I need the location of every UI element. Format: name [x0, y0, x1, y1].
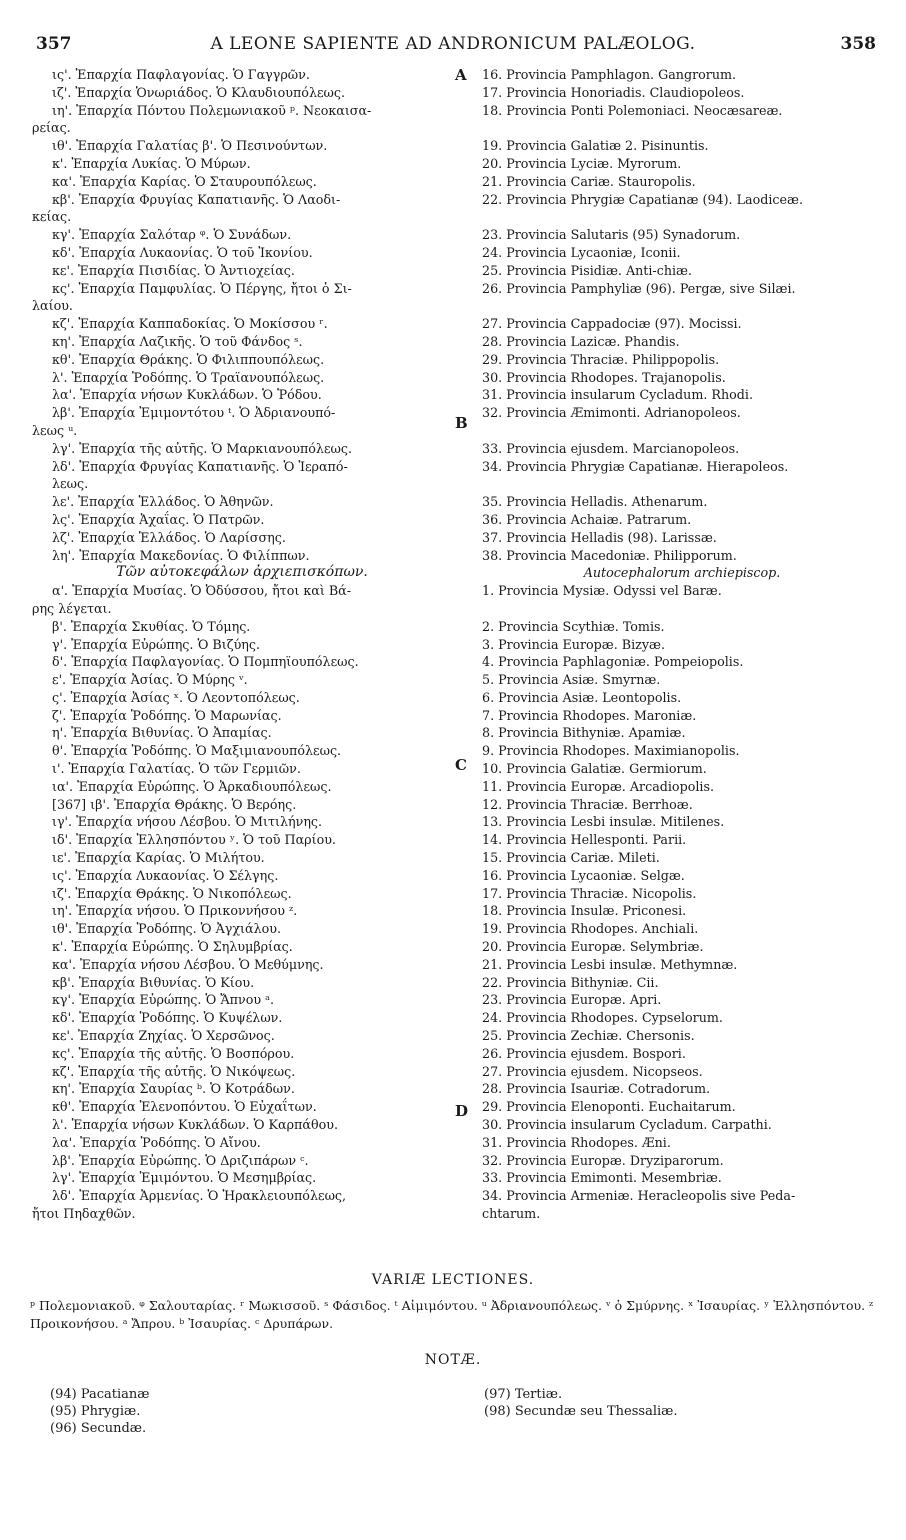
greek-line: κα'. Ἐπαρχία νήσου Λέσβου. Ὁ Μεθύμνης. [52, 956, 324, 972]
latin-line: 20. Provincia Lyciæ. Myrorum. [482, 155, 682, 171]
latin-line: 31. Provincia Rhodopes. Æni. [482, 1134, 671, 1150]
greek-line: ιθ'. Ἐπαρχία Ῥοδόπης. Ὁ Ἀγχιάλου. [52, 921, 282, 937]
latin-line [482, 297, 882, 315]
greek-line: ρείας. [32, 120, 71, 136]
latin-line: 30. Provincia insularum Cycladum. Carpathi. [482, 1117, 772, 1133]
note-item: (97) Tertiæ. [484, 1387, 563, 1402]
latin-line: 20. Provincia Europæ. Selymbriæ. [482, 939, 704, 955]
latin-line: 5. Provincia Asiæ. Smyrnæ. [482, 672, 661, 688]
latin-line: 33. Provincia Emimonti. Mesembriæ. [482, 1170, 722, 1186]
latin-line: 26. Provincia ejusdem. Bospori. [482, 1045, 686, 1061]
latin-line: 18. Provincia Insulæ. Priconesi. [482, 903, 687, 919]
page-number-left: 357 [36, 34, 72, 54]
page-number-right: 358 [840, 34, 876, 54]
latin-line: 27. Provincia ejusdem. Nicopseos. [482, 1063, 703, 1079]
greek-line: ις'. Ἐπαρχία Παφλαγονίας. Ὁ Γαγγρῶν. [52, 67, 310, 82]
greek-line: ιδ'. Ἐπαρχία Ἑλλησπόντου ʸ. Ὁ τοῦ Παρίου. [52, 832, 336, 848]
variae-lectiones: ᵖ Πολεμονιακοῦ. ᵠ Σαλουταρίας. ʳ Μωκισσοῦ. ˢ Φάσιδος. ᵗ Αἰμιμόντου. ᵘ Ἀδριανουπόλεως. ᵛ ὁ Σμύρνης. ˣ Ἰσαυρίας. ʸ Ἑλλησπόντου. ᶻ Προικονήσου. ᵃ Ἄπρου. ᵇ Ἰσαυρίας. ᶜ Δρυπάρων. [30, 1298, 874, 1331]
margin-marker-c: C [455, 756, 467, 774]
latin-line: 34. Provincia Phrygiæ Capatianæ. Hierapoleos. [482, 458, 789, 474]
greek-line: ἤτοι Πηδαχθῶν. [32, 1206, 136, 1221]
latin-line: 24. Provincia Rhodopes. Cypselorum. [482, 1010, 723, 1026]
latin-line [482, 422, 882, 440]
greek-line: κζ'. Ἐπαρχία Καππαδοκίας. Ὁ Μοκίσσου ʳ. [52, 316, 328, 332]
note-item: (95) Phrygiæ. [50, 1404, 141, 1419]
greek-line: λε'. Ἐπαρχία Ἑλλάδος. Ὁ Ἀθηνῶν. [52, 494, 274, 510]
greek-line: κ'. Ἐπαρχία Εὐρώπης. Ὁ Σηλυμβρίας. [52, 939, 293, 955]
greek-section-heading: Τῶν αὐτοκεφάλων ἀρχιεπισκόπων. [116, 564, 368, 581]
latin-line: 13. Provincia Lesbi insulæ. Mitilenes. [482, 814, 725, 830]
latin-line: 2. Provincia Scythiæ. Tomis. [482, 618, 665, 634]
latin-line: 15. Provincia Cariæ. Mileti. [482, 850, 660, 866]
greek-line: κε'. Ἐπαρχία Πισιδίας. Ὁ Ἀντιοχείας. [52, 262, 295, 278]
notes-left [50, 1386, 430, 1437]
latin-line [482, 119, 882, 137]
greek-line: ιζ'. Ἐπαρχία Ὁνωριάδος. Ὁ Κλαυδιουπόλεως. [52, 84, 346, 100]
greek-line: κη'. Ἐπαρχία Σαυρίας ᵇ. Ὁ Κοτράδων. [52, 1081, 295, 1097]
latin-line [482, 208, 882, 226]
greek-line: ιζ'. Ἐπαρχία Θράκης. Ὁ Νικοπόλεως. [52, 885, 292, 901]
latin-line: 25. Provincia Zechiæ. Chersonis. [482, 1028, 695, 1044]
greek-line: ς'. Ἐπαρχία Ἀσίας ˣ. Ὁ Λεοντοπόλεως. [52, 689, 300, 705]
latin-line: 10. Provincia Galatiæ. Germiorum. [482, 761, 707, 777]
latin-line: 8. Provincia Bithyniæ. Apamiæ. [482, 725, 686, 741]
greek-line: λβ'. Ἐπαρχία Ἐμιμοντότου ᵗ. Ὁ Ἀδριανουπό- [52, 405, 336, 421]
latin-line [482, 475, 882, 493]
greek-line: λα'. Ἐπαρχία Ῥοδόπης. Ὁ Αἴνου. [52, 1134, 261, 1150]
greek-line: κθ'. Ἐπαρχία Ἐλενοπόντου. Ὁ Εὐχαΐτων. [52, 1099, 317, 1115]
greek-line: κ'. Ἐπαρχία Λυκίας. Ὁ Μύρων. [52, 155, 251, 171]
note-item: (94) Pacatianæ [50, 1387, 150, 1402]
notae-heading: NOTÆ. [424, 1352, 482, 1368]
greek-line: ζ'. Ἐπαρχία Ῥοδόπης. Ὁ Μαρωνίας. [52, 707, 282, 723]
latin-line: 17. Provincia Thraciæ. Nicopolis. [482, 885, 697, 901]
greek-line: κγ'. Ἐπαρχία Εὐρώπης. Ὁ Ἄπνου ᵃ. [52, 992, 275, 1008]
greek-line: λεως ᵘ. [32, 422, 78, 438]
latin-line: 28. Provincia Lazicæ. Phandis. [482, 333, 680, 349]
latin-line: 27. Provincia Cappadociæ (97). Mocissi. [482, 316, 742, 332]
greek-line: ε'. Ἐπαρχία Ἀσίας. Ὁ Μύρης ᵛ. [52, 672, 248, 688]
margin-marker-a: A [455, 66, 467, 84]
greek-line: δ'. Ἐπαρχία Παφλαγονίας. Ὁ Πομπηϊουπόλεως. [52, 654, 359, 670]
greek-line: α'. Ἐπαρχία Μυσίας. Ὁ Ὀδύσσου, ἤτοι καὶ Βά- [52, 583, 352, 599]
greek-line: λβ'. Ἐπαρχία Εὐρώπης. Ὁ Δριζιπάρων ᶜ. [52, 1152, 309, 1168]
latin-line: 23. Provincia Salutaris (95) Synadorum. [482, 227, 741, 243]
greek-line: λδ'. Ἐπαρχία Ἀρμενίας. Ὁ Ἡρακλειουπόλεως, [52, 1188, 347, 1204]
greek-line: κη'. Ἐπαρχία Λαζικῆς. Ὁ τοῦ Φάνδος ˢ. [52, 333, 303, 349]
latin-line: 33. Provincia ejusdem. Marcianopoleos. [482, 440, 740, 456]
greek-line: λγ'. Ἐπαρχία Ἐμιμόντου. Ὁ Μεσημβρίας. [52, 1170, 317, 1186]
latin-line: 28. Provincia Isauriæ. Cotradorum. [482, 1081, 711, 1097]
greek-line: κε'. Ἐπαρχία Ζηχίας. Ὁ Χερσῶνος. [52, 1028, 275, 1044]
greek-line: ιε'. Ἐπαρχία Καρίας. Ὁ Μιλήτου. [52, 850, 265, 866]
latin-line: 16. Provincia Pamphlagon. Gangrorum. [482, 67, 737, 82]
greek-line: λαίου. [32, 298, 73, 314]
greek-line: λς'. Ἐπαρχία Ἀχαΐας. Ὁ Πατρῶν. [52, 511, 265, 527]
greek-line: ια'. Ἐπαρχία Εὐρώπης. Ὁ Ἀρκαδιουπόλεως. [52, 778, 332, 794]
latin-line: 32. Provincia Æmimonti. Adrianopoleos. [482, 405, 741, 421]
latin-line: 11. Provincia Europæ. Arcadiopolis. [482, 778, 714, 794]
latin-line: 22. Provincia Bithyniæ. Cii. [482, 974, 659, 990]
margin-marker-d: D [455, 1102, 469, 1120]
greek-line: ιη'. Ἐπαρχία νήσου. Ὁ Πρικοννήσου ᶻ. [52, 903, 298, 919]
latin-column [482, 66, 882, 1223]
latin-line: 34. Provincia Armeniæ. Heracleopolis sive Peda- [482, 1188, 796, 1204]
note-item: (98) Secundæ seu Thessaliæ. [484, 1404, 678, 1419]
latin-line: 35. Provincia Helladis. Athenarum. [482, 494, 708, 510]
latin-line [482, 600, 882, 618]
greek-line: λεως. [52, 476, 89, 492]
latin-line: 19. Provincia Rhodopes. Anchiali. [482, 921, 699, 937]
greek-line: κβ'. Ἐπαρχία Βιθυνίας. Ὁ Κίου. [52, 974, 255, 990]
greek-line: λ'. Ἐπαρχία νήσων Κυκλάδων. Ὁ Καρπάθου. [52, 1117, 338, 1133]
latin-line: 30. Provincia Rhodopes. Trajanopolis. [482, 369, 726, 385]
latin-section-heading: Autocephalorum archiepiscop. [583, 565, 781, 581]
greek-line: λδ'. Ἐπαρχία Φρυγίας Καπατιανῆς. Ὁ Ἱεραπό- [52, 458, 348, 474]
greek-line: κζ'. Ἐπαρχία τῆς αὐτῆς. Ὁ Νικόψεως. [52, 1063, 296, 1079]
greek-line: κδ'. Ἐπαρχία Ῥοδόπης. Ὁ Κυψέλων. [52, 1010, 283, 1026]
latin-line: 16. Provincia Lycaoniæ. Selgæ. [482, 867, 685, 883]
latin-line: 17. Provincia Honoriadis. Claudiopoleos. [482, 84, 745, 100]
greek-line: κα'. Ἐπαρχία Καρίας. Ὁ Σταυρουπόλεως. [52, 173, 317, 189]
greek-column [32, 66, 452, 1223]
latin-line: 29. Provincia Elenoponti. Euchaitarum. [482, 1099, 736, 1115]
greek-line: [367] ιβ'. Ἐπαρχία Θράκης. Ὁ Βερόης. [52, 796, 297, 812]
greek-line: θ'. Ἐπαρχία Ῥοδόπης. Ὁ Μαξιμιανουπόλεως. [52, 743, 342, 759]
page-header [30, 34, 876, 56]
latin-line: 24. Provincia Lycaoniæ, Iconii. [482, 244, 681, 260]
greek-line: ιγ'. Ἐπαρχία νήσου Λέσβου. Ὁ Μιτιλήνης. [52, 814, 323, 830]
latin-line: 38. Provincia Macedoniæ. Philipporum. [482, 547, 737, 563]
greek-line: ι'. Ἐπαρχία Γαλατίας. Ὁ τῶν Γερμιῶν. [52, 761, 301, 777]
greek-line: β'. Ἐπαρχία Σκυθίας. Ὁ Τόμης. [52, 618, 251, 634]
greek-line: ρης λέγεται. [32, 600, 112, 616]
latin-line: 37. Provincia Helladis (98). Larissæ. [482, 529, 717, 545]
latin-line: 32. Provincia Europæ. Dryziparorum. [482, 1152, 724, 1168]
greek-line: ις'. Ἐπαρχία Λυκαονίας. Ὁ Σέλγης. [52, 867, 279, 883]
greek-line: λ'. Ἐπαρχία Ῥοδόπης. Ὁ Τραϊανουπόλεως. [52, 369, 325, 385]
latin-line: 7. Provincia Rhodopes. Maroniæ. [482, 707, 697, 723]
latin-line: 18. Provincia Ponti Polemoniaci. Neocæsareæ. [482, 102, 783, 118]
greek-line: λη'. Ἐπαρχία Μακεδονίας. Ὁ Φιλίππων. [52, 547, 310, 563]
latin-line: chtarum. [482, 1206, 541, 1221]
latin-line: 4. Provincia Paphlagoniæ. Pompeiopolis. [482, 654, 744, 670]
greek-line: η'. Ἐπαρχία Βιθυνίας. Ὁ Ἀπαμίας. [52, 725, 272, 741]
greek-line: ιθ'. Ἐπαρχία Γαλατίας β'. Ὁ Πεσινούντων. [52, 138, 328, 154]
greek-line: γ'. Ἐπαρχία Εὐρώπης. Ὁ Βιζύης. [52, 636, 261, 652]
greek-line: κς'. Ἐπαρχία τῆς αὐτῆς. Ὁ Βοσπόρου. [52, 1045, 295, 1061]
latin-line: 21. Provincia Lesbi insulæ. Methymnæ. [482, 956, 738, 972]
greek-line: κθ'. Ἐπαρχία Θράκης. Ὁ Φιλιππουπόλεως. [52, 351, 325, 367]
running-title: A LEONE SAPIENTE AD ANDRONICUM PALÆOLOG. [210, 34, 696, 54]
note-item: (96) Secundæ. [50, 1421, 147, 1436]
latin-line: 26. Provincia Pamphyliæ (96). Pergæ, sive Silæi. [482, 280, 796, 296]
latin-line: 9. Provincia Rhodopes. Maximianopolis. [482, 743, 740, 759]
latin-line: 19. Provincia Galatiæ 2. Pisinuntis. [482, 138, 709, 154]
greek-line: λγ'. Ἐπαρχία τῆς αὐτῆς. Ὁ Μαρκιανουπόλεως. [52, 440, 353, 456]
latin-line: 21. Provincia Cariæ. Stauropolis. [482, 173, 696, 189]
notes-right [484, 1386, 864, 1420]
greek-line: κς'. Ἐπαρχία Παμφυλίας. Ὁ Πέργης, ἤτοι ὁ Σι- [52, 280, 352, 296]
latin-line: 12. Provincia Thraciæ. Berrhoæ. [482, 796, 693, 812]
greek-line: λα'. Ἐπαρχία νήσων Κυκλάδων. Ὁ Ῥόδου. [52, 387, 322, 403]
latin-line: 1. Provincia Mysiæ. Odyssi vel Baræ. [482, 583, 722, 599]
latin-line: 29. Provincia Thraciæ. Philippopolis. [482, 351, 720, 367]
latin-line: 25. Provincia Pisidiæ. Anti-chiæ. [482, 262, 693, 278]
greek-line: κείας. [32, 209, 72, 225]
latin-line: 36. Provincia Achaiæ. Patrarum. [482, 511, 692, 527]
latin-line: 31. Provincia insularum Cycladum. Rhodi. [482, 387, 754, 403]
latin-line: 3. Provincia Europæ. Bizyæ. [482, 636, 665, 652]
variae-heading: VARIÆ LECTIONES. [371, 1272, 535, 1288]
greek-line: κδ'. Ἐπαρχία Λυκαονίας. Ὁ τοῦ Ἰκονίου. [52, 244, 313, 260]
latin-line: 6. Provincia Asiæ. Leontopolis. [482, 689, 682, 705]
greek-line: ιη'. Ἐπαρχία Πόντου Πολεμωνιακοῦ ᵖ. Νεοκαισα- [52, 102, 372, 118]
latin-line: 14. Provincia Hellesponti. Parii. [482, 832, 687, 848]
greek-line: κβ'. Ἐπαρχία Φρυγίας Καπατιανῆς. Ὁ Λαοδι- [52, 191, 341, 207]
margin-marker-b: B [455, 414, 468, 432]
greek-line: κγ'. Ἐπαρχία Σαλόταρ ᵠ. Ὁ Συνάδων. [52, 227, 292, 243]
latin-line: 23. Provincia Europæ. Apri. [482, 992, 662, 1008]
latin-line: 22. Provincia Phrygiæ Capatianæ (94). Laodiceæ. [482, 191, 803, 207]
greek-line: λζ'. Ἐπαρχία Ἑλλάδος. Ὁ Λαρίσσης. [52, 529, 286, 545]
